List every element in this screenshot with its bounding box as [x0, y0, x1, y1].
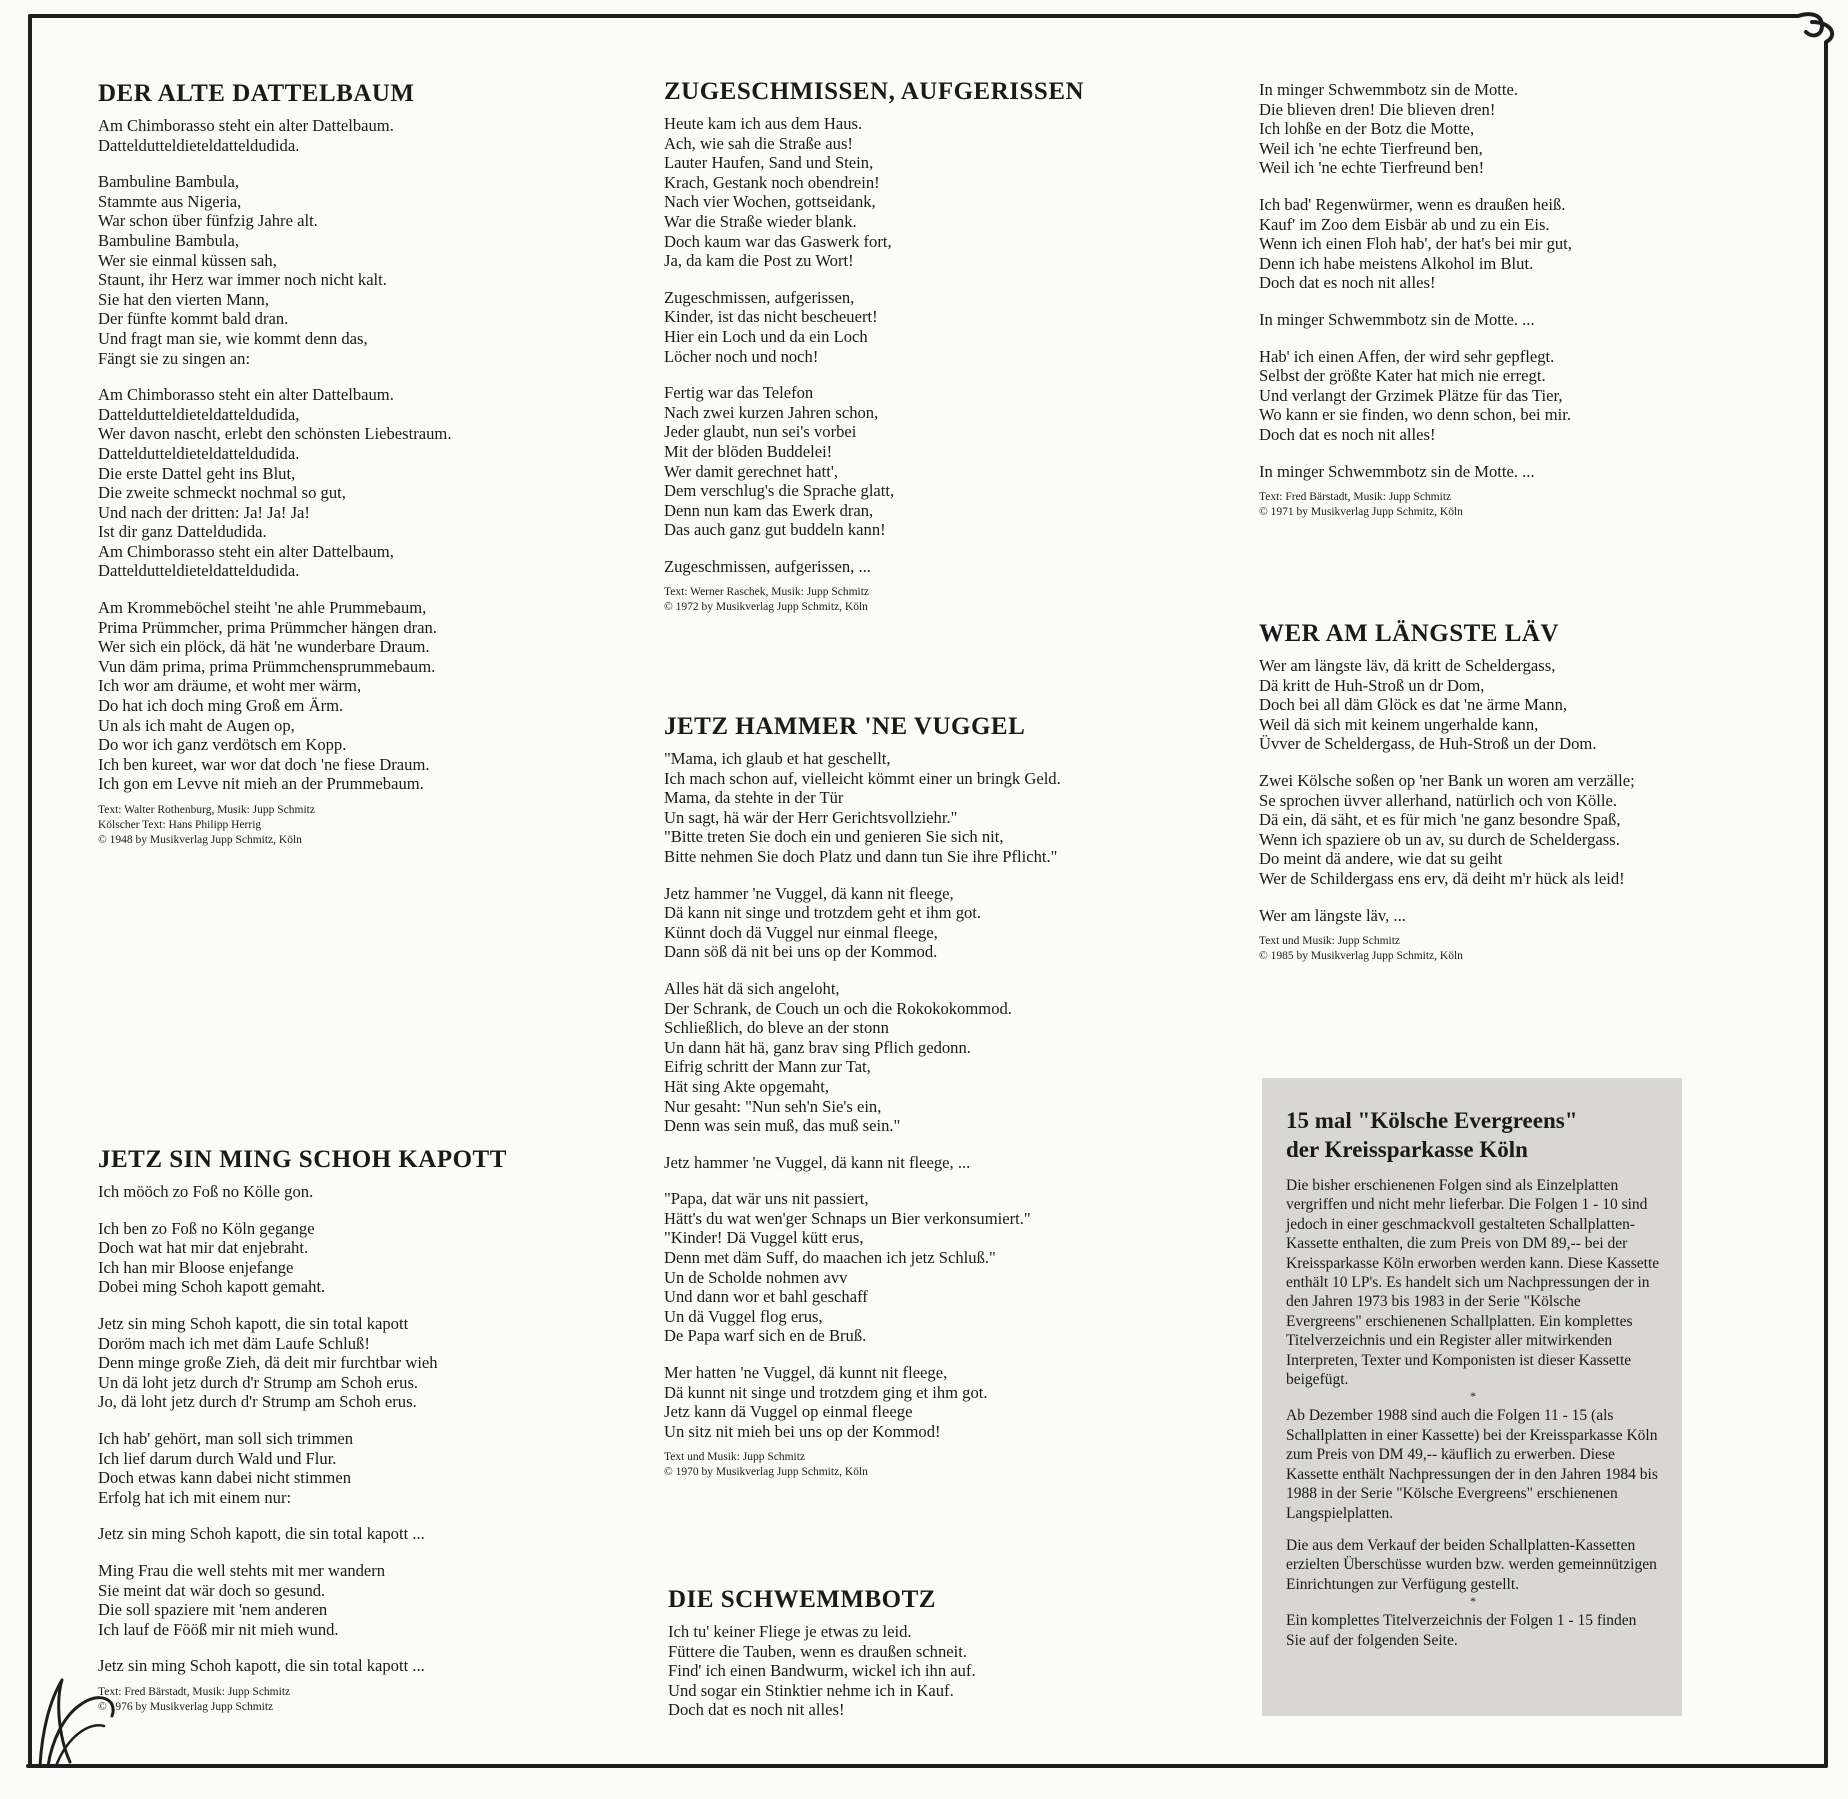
lyric-line: Ich gon em Levve nit mieh an der Prummebaum.	[98, 774, 424, 794]
lyric-line: Wer damit gerechnet hatt',	[664, 461, 838, 481]
credit-line: Kölscher Text: Hans Philipp Herrig	[98, 819, 262, 831]
lyric-line: Doch kaum war das Gaswerk fort,	[664, 231, 892, 251]
lyric-line: Vun däm prima, prima Prümmchensprummebaum.	[98, 656, 436, 676]
lyric-line: Der fünfte kommt bald dran.	[98, 309, 289, 329]
lyric-line: Jo, dä loht jetz durch d'r Strump am Schoh erus.	[98, 1392, 417, 1412]
stanza	[664, 1189, 1061, 1346]
lyric-line: Doch wat hat mir dat enjebraht.	[98, 1238, 309, 1258]
lyric-line: Denn ich habe meistens Alkohol im Blut.	[1259, 253, 1534, 273]
lyric-line: Weil ich 'ne echte Tierfreund ben,	[1259, 138, 1483, 158]
stanza	[664, 383, 1084, 540]
lyric-line: In minger Schwemmbotz sin de Motte. ...	[1259, 309, 1535, 329]
lyric-line: Dobei ming Schoh kapott gemaht.	[98, 1277, 326, 1297]
stanza	[664, 288, 1084, 366]
lyric-line: Ach, wie sah die Straße aus!	[664, 133, 853, 153]
song-credits	[1259, 934, 1635, 964]
credit-line: © 1948 by Musikverlag Jupp Schmitz, Köln	[98, 834, 302, 846]
song-title: DER ALTE DATTELBAUM	[98, 80, 415, 107]
lyric-line: Datteldutteldieteldatteldudida,	[98, 404, 300, 424]
lyric-line: Denn met däm Suff, do maachen ich jetz Schluß."	[664, 1248, 996, 1268]
lyric-line: Löcher noch und noch!	[664, 346, 819, 366]
lyric-line: Heute kam ich aus dem Haus.	[664, 114, 863, 133]
lyric-line: Mama, da stehte in der Tür	[664, 788, 844, 808]
credit-line: © 1971 by Musikverlag Jupp Schmitz, Köln	[1259, 506, 1463, 519]
lyric-line: Ich tu' keiner Fliege je etwas zu leid.	[668, 1622, 912, 1641]
lyric-line: Dem verschlug's die Sprache glatt,	[664, 481, 895, 501]
lyric-line: Un dann hät hä, ganz brav sing Pflich gedonn.	[664, 1037, 971, 1057]
song-title: JETZ HAMMER 'NE VUGGEL	[664, 713, 1026, 740]
lyric-line: Wer sich ein plöck, dä hät 'ne wunderbare Draum.	[98, 637, 430, 657]
lyric-line: Ich bad' Regenwürmer, wenn es draußen heiß.	[1259, 194, 1566, 214]
lyric-line: Jetz sin ming Schoh kapott, die sin total kapott ...	[98, 1656, 425, 1676]
stanza	[664, 1363, 1061, 1441]
credit-line: Text: Fred Bärstadt, Musik: Jupp Schmitz	[98, 1685, 291, 1698]
song-title: ZUGESCHMISSEN, AUFGERISSEN	[664, 78, 1085, 105]
lyric-line: Hab' ich einen Affen, der wird sehr gepflegt.	[1259, 346, 1555, 366]
stanza	[98, 1314, 507, 1412]
lyric-line: Datteldutteldieteldatteldudida.	[98, 561, 300, 581]
stanza	[668, 1622, 976, 1720]
lyric-line: Datteldutteldieteldatteldudida.	[98, 443, 300, 463]
stanza	[98, 1561, 507, 1639]
lyric-line: Üvver de Scheldergass, de Huh-Stroß un der Dom.	[1259, 734, 1597, 754]
song-die-schwemmbotz	[668, 1586, 976, 1737]
lyric-line: Doch dat es noch nit alles!	[1259, 273, 1436, 293]
lyric-line: Do wor ich ganz verdötsch em Kopp.	[98, 735, 347, 755]
credit-line: © 1970 by Musikverlag Jupp Schmitz, Köln	[664, 1466, 868, 1479]
lyric-line: Weil dä sich mit keinem ungerhalde kann,	[1259, 714, 1539, 734]
song-credits	[98, 803, 451, 848]
lyric-line: Ming Frau die well stehts mit mer wandern	[98, 1560, 386, 1580]
lyric-line: Un dä loht jetz durch d'r Strump am Schoh erus.	[98, 1372, 419, 1392]
lyric-line: In minger Schwemmbotz sin de Motte. ...	[1259, 461, 1535, 481]
lyric-line: Ich han mir Bloose enjefange	[98, 1257, 294, 1277]
lyric-line: Künnt doch dä Vuggel nur einmal fleege,	[664, 922, 938, 942]
lyric-line: "Kinder! Dä Vuggel kütt erus,	[664, 1228, 864, 1248]
lyric-line: Kauf' im Zoo dem Eisbär ab und zu ein Eis.	[1259, 214, 1550, 234]
lyric-line: Jetz hammer 'ne Vuggel, dä kann nit fleege, ...	[664, 1152, 971, 1172]
lyric-line: Wer davon nascht, erlebt den schönsten Liebestraum.	[98, 424, 452, 444]
lyric-line: Erfolg hat ich mit einem nur:	[98, 1487, 292, 1507]
lyric-line: Bambuline Bambula,	[98, 172, 240, 192]
info-paragraph-2: Ab Dezember 1988 sind auch die Folgen 11 - 15 (als Schallplatten in einer Kassette) bei der Kreissparkasse Köln zum Preis von DM 49,-- käuflich zu erwerben. Diese Kassette enthält Nachpressungen der in den Jahren 1984 bis 1988 in der Serie "Kölsche Evergreens" erschienenen Langspielplatten.	[1286, 1407, 1658, 1522]
lyric-line: Wer sie einmal küssen sah,	[98, 250, 277, 270]
lyric-line: Selbst der größte Kater hat mich nie erregt.	[1259, 366, 1546, 386]
lyric-line: Alles hät dä sich angeloht,	[664, 978, 840, 998]
lyric-line: Datteldutteldieteldatteldudida.	[98, 135, 300, 155]
lyric-line: Un sagt, hä wär der Herr Gerichtsvollziehr."	[664, 807, 958, 827]
lyric-line: Ich lohße en der Botz die Motte,	[1259, 119, 1475, 139]
lyric-line: Bitte nehmen Sie doch Platz und dann tun Sie ihre Pflicht."	[664, 846, 1058, 866]
song-title: DIE SCHWEMMBOTZ	[668, 1586, 936, 1613]
song-credits	[1259, 490, 1572, 520]
kreissparkasse-info-box	[1262, 1078, 1682, 1716]
song-jetz-sin-ming-schoh-kapott	[98, 1146, 507, 1715]
lyric-line: Ja, da kam die Post zu Wort!	[664, 251, 854, 271]
lyric-line: Un dä Vuggel flog erus,	[664, 1306, 823, 1326]
lyric-line: Ich ben kureet, war wor dat doch 'ne fiese Draum.	[98, 754, 430, 774]
lyric-line: Staunt, ihr Herz war immer noch nicht kalt.	[98, 270, 387, 290]
credit-line: Text und Musik: Jupp Schmitz	[1259, 935, 1401, 948]
stanza	[98, 385, 451, 581]
lyric-line: Und fragt man sie, wie kommt denn das,	[98, 328, 368, 348]
credit-line: © 1976 by Musikverlag Jupp Schmitz	[98, 1700, 274, 1713]
lyric-line: Die blieven dren! Die blieven dren!	[1259, 99, 1496, 119]
lyric-line: Wer am längste läv, dä kritt de Scheldergass,	[1259, 656, 1556, 675]
lyric-line: Zugeschmissen, aufgerissen,	[664, 287, 855, 307]
lyric-line: In minger Schwemmbotz sin de Motte.	[1259, 80, 1519, 99]
lyric-line: Krach, Gestank noch obendrein!	[664, 172, 880, 192]
lyric-line: Do meint dä andere, wie dat su geiht	[1259, 849, 1503, 869]
stanza	[1259, 347, 1572, 445]
song-wer-am-laengste-laev	[1259, 620, 1635, 964]
lyric-line: Die erste Dattel geht ins Blut,	[98, 463, 296, 483]
lyric-line: Am Krommeböchel steiht 'ne ahle Prummebaum,	[98, 598, 427, 618]
lyric-line: Wer am längste läv, ...	[1259, 905, 1406, 925]
lyric-line: Zwei Kölsche soßen op 'ner Bank un woren am verzälle;	[1259, 770, 1635, 790]
stanza	[664, 979, 1061, 1136]
lyric-line: War die Straße wieder blank.	[664, 211, 857, 231]
lyric-line: Das auch ganz gut buddeln kann!	[664, 520, 886, 540]
lyric-line: Sie meint dat wär doch so gesund.	[98, 1580, 326, 1600]
lyric-line: Denn nun kam das Ewerk dran,	[664, 500, 874, 520]
lyric-line: Bambuline Bambula,	[98, 230, 240, 250]
lyric-line: Un de Scholde nohmen avv	[664, 1267, 848, 1287]
lyric-line: "Papa, dat wär uns nit passiert,	[664, 1189, 869, 1209]
lyric-line: Dä kritt de Huh-Stroß un dr Dom,	[1259, 675, 1485, 695]
song-der-alte-dattelbaum	[98, 80, 451, 848]
lyric-line: Ich lief darum durch Wald und Flur.	[98, 1448, 337, 1468]
stanza	[98, 172, 451, 368]
stanza	[1259, 771, 1635, 889]
lyric-line: Zugeschmissen, aufgerissen, ...	[664, 556, 871, 576]
lyric-line: Doch dat es noch nit alles!	[668, 1700, 845, 1720]
credit-line: © 1972 by Musikverlag Jupp Schmitz, Köln	[664, 601, 868, 614]
song-die-schwemmbotz-continued	[1259, 80, 1572, 520]
lyric-line: Wer de Schildergass ens erv, dä deiht m'r hück als leid!	[1259, 868, 1625, 888]
lyric-line: Fertig war das Telefon	[664, 383, 814, 403]
lyric-line: Mit der blöden Buddelei!	[664, 441, 833, 461]
lyric-line: Lauter Haufen, Sand und Stein,	[664, 153, 874, 173]
separator-asterisk: *	[1470, 1389, 1476, 1404]
lyric-line: Mer hatten 'ne Vuggel, dä kunnt nit fleege,	[664, 1363, 948, 1383]
stanza	[664, 557, 1084, 577]
lyric-line: Eifrig schritt der Mann zur Tat,	[664, 1057, 871, 1077]
song-zugeschmissen-aufgerissen	[664, 78, 1084, 615]
lyric-line: Die soll spaziere mit 'nem anderen	[98, 1600, 328, 1620]
lyric-line: Doröm mach ich met däm Laufe Schluß!	[98, 1333, 370, 1353]
lyric-line: Denn was sein muß, das muß sein."	[664, 1116, 901, 1136]
lyric-line: Die zweite schmeckt nochmal so gut,	[98, 483, 346, 503]
lyric-line: Wo kann er sie finden, wo denn schon, bei mir.	[1259, 405, 1572, 425]
lyric-line: Dä ein, dä säht, et es für mich 'ne ganz besondre Spaß,	[1259, 810, 1621, 830]
lyric-line: Find' ich einen Bandwurm, wickel ich ihn auf.	[668, 1661, 976, 1681]
lyric-line: Nur gesaht: "Nun seh'n Sie's ein,	[664, 1096, 882, 1116]
lyric-line: Un als ich maht de Augen op,	[98, 715, 295, 735]
stanza	[98, 1656, 507, 1676]
lyric-line: Do hat ich doch ming Groß em Ärm.	[98, 696, 344, 716]
lyric-line: Dann söß dä nit bei uns op der Kommod.	[664, 942, 938, 962]
stanza	[98, 1429, 507, 1507]
lyric-line: Sie hat den vierten Mann,	[98, 289, 269, 309]
song-title: JETZ SIN MING SCHOH KAPOTT	[98, 1146, 507, 1173]
lyric-line: Nach zwei kurzen Jahren schon,	[664, 402, 879, 422]
lyric-line: Jetz sin ming Schoh kapott, die sin total kapott	[98, 1313, 409, 1333]
lyric-line: Ich mööch zo Foß no Kölle gon.	[98, 1182, 314, 1201]
lyric-line: Am Chimborasso steht ein alter Dattelbaum,	[98, 541, 394, 561]
info-box-heading	[1286, 1106, 1660, 1164]
stanza	[1259, 906, 1635, 926]
lyric-line: Kinder, ist das nicht bescheuert!	[664, 307, 878, 327]
stanza	[98, 116, 451, 155]
stanza	[664, 1153, 1061, 1173]
lyric-line: Füttere die Tauben, wenn es draußen schneit.	[668, 1641, 967, 1661]
lyric-line: Jetz hammer 'ne Vuggel, dä kann nit fleege,	[664, 883, 954, 903]
separator-asterisk: *	[1470, 1594, 1476, 1609]
lyric-line: Jetz kann dä Vuggel op einmal fleege	[664, 1402, 913, 1422]
lyric-line: Stammte aus Nigeria,	[98, 191, 242, 211]
lyric-line: Am Chimborasso steht ein alter Dattelbaum.	[98, 385, 394, 405]
stanza	[664, 114, 1084, 271]
credit-line: Text: Fred Bärstadt, Musik: Jupp Schmitz	[1259, 491, 1452, 504]
lyric-line: Und nach der dritten: Ja! Ja! Ja!	[98, 502, 310, 522]
stanza	[98, 1182, 507, 1202]
lyric-line: Jeder glaubt, nun sei's vorbei	[664, 422, 857, 442]
lyric-line: Jetz sin ming Schoh kapott, die sin total kapott ...	[98, 1524, 425, 1544]
lyric-line: Doch bei all däm Glöck es dat 'ne ärme Mann,	[1259, 695, 1568, 715]
lyric-line: Ich lauf de Fööß mir nit mieh wund.	[98, 1619, 339, 1639]
credit-line: © 1985 by Musikverlag Jupp Schmitz, Köln	[1259, 950, 1463, 963]
info-paragraph-4: Ein komplettes Titelverzeichnis der Folgen 1 - 15 finden Sie auf der folgenden Seite.	[1286, 1612, 1637, 1649]
lyric-line: Doch dat es noch nit alles!	[1259, 424, 1436, 444]
stanza	[664, 884, 1061, 962]
song-jetz-hammer-ne-vuggel	[664, 713, 1061, 1480]
info-box-heading-line1: 15 mal "Kölsche Evergreens"	[1286, 1108, 1578, 1133]
song-credits	[98, 1685, 507, 1715]
stanza	[98, 1219, 507, 1297]
lyric-line: Fängt sie zu singen an:	[98, 348, 251, 368]
song-credits	[664, 585, 1084, 615]
lyric-line: Weil ich 'ne echte Tierfreund ben!	[1259, 158, 1485, 178]
lyric-line: Hier ein Loch und da ein Loch	[664, 326, 868, 346]
stanza	[98, 1524, 507, 1544]
song-credits	[664, 1450, 1061, 1480]
credit-line: Text und Musik: Jupp Schmitz	[664, 1451, 806, 1464]
credit-line: Text: Walter Rothenburg, Musik: Jupp Schmitz	[98, 804, 315, 816]
info-box-heading-line2: der Kreissparkasse Köln	[1286, 1137, 1528, 1162]
credit-line: Text: Werner Raschek, Musik: Jupp Schmitz	[664, 586, 870, 599]
lyric-line: Dä kann nit singe und trotzdem geht et ihm got.	[664, 903, 982, 923]
lyric-line: Ist dir ganz Datteldudida.	[98, 522, 267, 542]
info-paragraph-1: Die bisher erschienenen Folgen sind als Einzelplatten vergriffen und nicht mehr lieferbar. Die Folgen 1 - 10 sind jedoch in einer geschmackvoll gestalteten Schallplatten-Kassette enthalten, die zum Preis von DM 89,-- bei der Kreissparkasse Köln erworben werden kann. Diese Kassette enthält 10 LP's. Es handelt sich um Nachpressungen der in den Jahren 1973 bis 1983 in der Serie "Kölsche Evergreens" erschienenen Schallplatten. Ein komplettes Titelverzeichnis und ein Register aller mitwirkenden Interpreten, Texter und Komponisten ist dieser Kassette beigefügt.	[1286, 1177, 1660, 1389]
lyric-line: War schon über fünfzig Jahre alt.	[98, 211, 318, 231]
lyric-line: Ich wor am dräume, et woht mer wärm,	[98, 676, 362, 696]
lyric-line: "Bitte treten Sie doch ein und genieren Sie sich nit,	[664, 827, 1004, 847]
lyric-line: Prima Prümmcher, prima Prümmcher hängen dran.	[98, 617, 437, 637]
lyric-line: Un sitz nit mieh bei uns op der Kommod!	[664, 1421, 941, 1441]
stanza	[1259, 462, 1572, 482]
lyric-line: Schließlich, do bleve an der stonn	[664, 1018, 889, 1038]
lyric-line: Und verlangt der Grzimek Plätze für das Tier,	[1259, 385, 1563, 405]
lyric-line: Und dann wor et bahl geschaff	[664, 1287, 868, 1307]
lyric-line: Am Chimborasso steht ein alter Dattelbaum.	[98, 116, 394, 135]
song-title: WER AM LÄNGSTE LÄV	[1259, 620, 1560, 647]
lyric-line: Nach vier Wochen, gottseidank,	[664, 192, 876, 212]
lyric-line: Se sprochen üvver allerhand, natürlich och von Kölle.	[1259, 790, 1618, 810]
lyric-line: Der Schrank, de Couch un och die Rokokokommod.	[664, 998, 1012, 1018]
lyric-line: Dä kunnt nit singe und trotzdem ging et ihm got.	[664, 1382, 988, 1402]
stanza	[1259, 310, 1572, 330]
lyric-line: "Mama, ich glaub et hat geschellt,	[664, 749, 891, 768]
lyric-line: Hät sing Akte opgemaht,	[664, 1076, 829, 1096]
stanza	[98, 598, 451, 794]
lyric-line: Wenn ich einen Floh hab', der hat's bei mir gut,	[1259, 234, 1572, 254]
lyric-line: Ich hab' gehört, man soll sich trimmen	[98, 1428, 354, 1448]
lyric-line: Ich ben zo Foß no Köln gegange	[98, 1218, 315, 1238]
lyric-line: Wenn ich spaziere ob un av, su durch de Scheldergass.	[1259, 829, 1620, 849]
info-paragraph-3: Die aus dem Verkauf der beiden Schallplatten-Kassetten erzielten Überschüsse wurden bzw. werden gemeinnützigen Einrichtungen zur Verfügung gestellt.	[1286, 1536, 1657, 1593]
stanza	[1259, 656, 1635, 754]
stanza	[1259, 195, 1572, 293]
lyric-line: Hätt's du wat wen'ger Schnaps un Bier verkonsumiert."	[664, 1208, 1031, 1228]
lyric-line: De Papa warf sich en de Bruß.	[664, 1326, 867, 1346]
stanza	[1259, 80, 1572, 178]
stanza	[664, 749, 1061, 867]
lyric-line: Und sogar ein Stinktier nehme ich in Kauf.	[668, 1680, 954, 1700]
lyric-line: Doch etwas kann dabei nicht stimmen	[98, 1468, 351, 1488]
lyric-line: Ich mach schon auf, vielleicht kömmt einer un bringk Geld.	[664, 768, 1061, 788]
lyric-line: Denn minge große Zieh, dä deit mir furchtbar wieh	[98, 1353, 438, 1373]
